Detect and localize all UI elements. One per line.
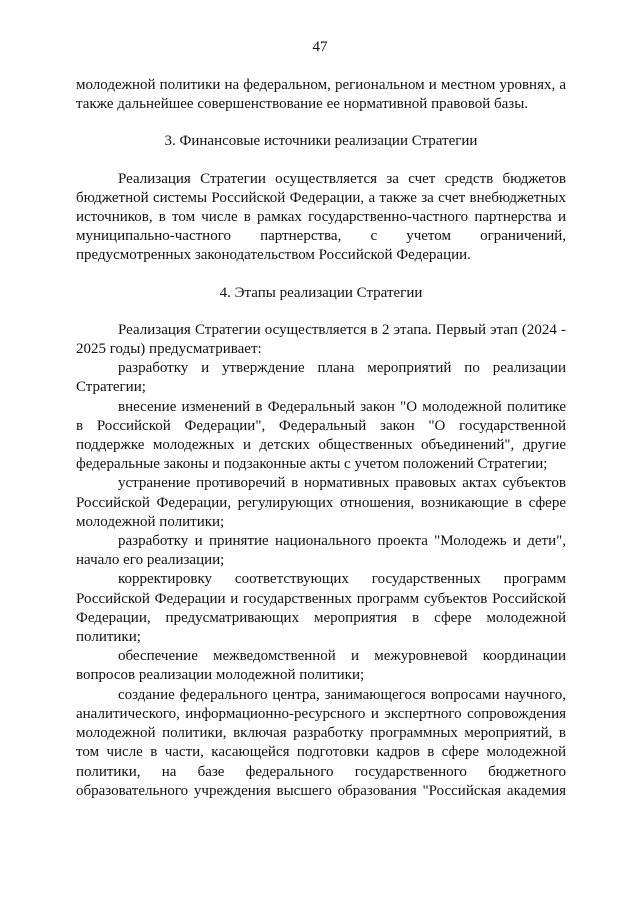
list-item-coordination: обеспечение межведомственной и межуровневой координации вопросов реализации молодежной политики; [76, 648, 566, 684]
list-item-plan: разработку и утверждение плана мероприятий по реализации Стратегии; [76, 360, 566, 396]
paragraph-stages-intro: Реализация Стратегии осуществляется в 2 этапа. Первый этап (2024 - 2025 годы) предусматривает: [76, 321, 566, 358]
section-heading-4: 4. Этапы реализации Стратегии [219, 284, 423, 301]
paragraph-financing: Реализация Стратегии осуществляется за счет средств бюджетов бюджетной системы Российской Федерации, а также за счет внебюджетных источников, в том числе в рамках государственно-частного партнерства и муниципально-частного партнерства, с учетом ограничений, предусмотренных законодательством Российской Федерации. [76, 170, 566, 264]
list-item-regional-acts: устранение противоречий в нормативных правовых актах субъектов Российской Федерации, регулирующих отношения, возникающие в сфере молодежной политики; [76, 475, 566, 530]
page-body [76, 76, 566, 801]
list-item-state-programs: корректировку соответствующих государственных программ Российской Федерации и государственных программ субъектов Российской Федерации, предусматривающих мероприятия в сфере молодежной политики; [76, 571, 566, 646]
continued-paragraph: молодежной политики на федеральном, региональном и местном уровнях, а также дальнейшее совершенствование ее нормативной правовой базы. [76, 77, 566, 113]
list-item-federal-center: создание федерального центра, занимающегося вопросами научного, аналитического, информационно-ресурсного и экспертного сопровождения молодежной политики, включая разработку программных мероприятий, в том числе в части, касающейся подготовки кадров в сфере молодежной политики, на базе федерального государственного бюджетного образовательного учреждения высшего образования "Российская академия [76, 686, 566, 799]
list-item-federal-laws: внесение изменений в Федеральный закон "О молодежной политике в Российской Федерации", Федеральный закон "О государственной поддержке молодежных и детских общественных объединений", другие федеральные законы и подзаконные акты с учетом положений Стратегии; [76, 398, 566, 473]
section-heading-3: 3. Финансовые источники реализации Стратегии [164, 133, 478, 150]
page-number: 47 [312, 39, 328, 55]
list-item-national-project: разработку и принятие национального проекта "Молодежь и дети", начало его реализации; [76, 533, 566, 569]
